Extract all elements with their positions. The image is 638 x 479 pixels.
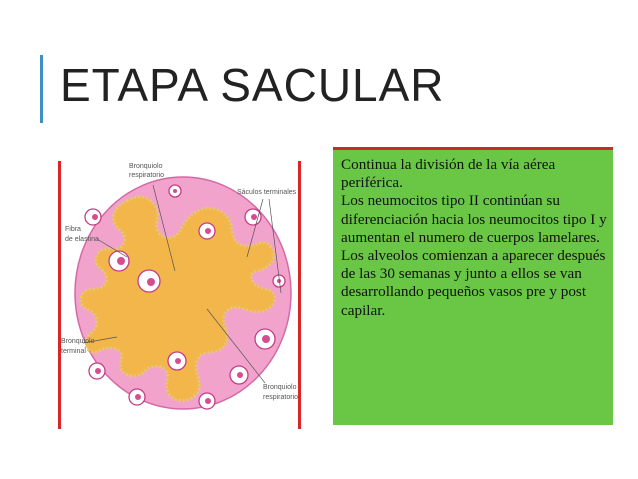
label-bronquiolo-terminal-line2: terminal xyxy=(61,348,86,355)
paragraph-3: Los alveolos comienzan a aparecer después de las 30 semanas y junto a ellos se van desarrollando pequeños vasos pre y post capilar. xyxy=(341,247,606,319)
label-bronquiolo-respiratorio-top-line2: respiratorio xyxy=(129,172,165,179)
description-textbox xyxy=(333,147,613,425)
lung-section-illustration xyxy=(57,161,303,429)
label-saculos-terminales: Sáculos terminales xyxy=(237,189,297,196)
label-fibra-elastina: Fibra xyxy=(65,226,81,233)
slide-title: ETAPA SACULAR xyxy=(60,59,445,111)
label-bronquiolo-respiratorio-bottom: Bronquiolo xyxy=(263,384,297,391)
label-bronquiolo-respiratorio-bottom-line2: respiratorio xyxy=(263,394,299,401)
figure-left-border xyxy=(58,161,61,429)
label-bronquiolo-terminal: Bronquiolo xyxy=(61,338,95,345)
paragraph-1: Continua la división de la vía aérea periférica. xyxy=(341,156,556,192)
description-text xyxy=(333,150,613,320)
title-accent-bar xyxy=(40,55,43,123)
figure-right-border xyxy=(298,161,301,429)
label-fibra-elastina-line2: de elastina xyxy=(65,236,99,243)
paragraph-2: Los neumocitos tipo II continúan su diferenciación hacia los neumocitos tipo I y aumentan el numero de cuerpos lamelares. xyxy=(341,192,607,246)
label-bronquiolo-respiratorio-top: Bronquiolo xyxy=(129,163,163,170)
lung-histology-figure xyxy=(57,161,303,429)
